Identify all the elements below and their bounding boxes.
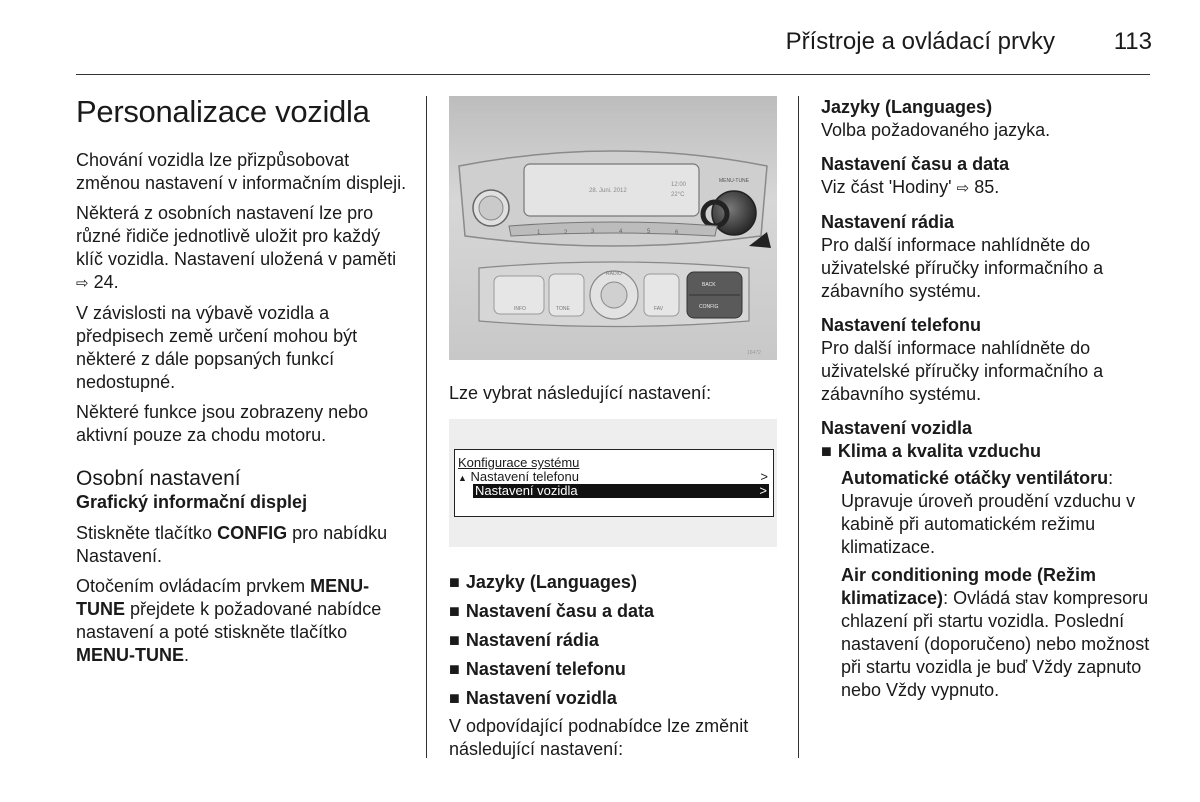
list-item: ■ Nastavení vozidla (449, 688, 617, 708)
equipment-paragraph: V závislosti na výbavě vozidla a předpisech země určení mohou být některé z dále popsaných funkcí nedostupné. (76, 303, 358, 392)
screen-item-vehicle-selected[interactable]: Nastavení vozidla > (475, 483, 767, 498)
ac-paragraph: Air conditioning mode (Režim klimatizace): Ovládá stav kompresoru chlazení při startu vozidla. Poslední nastavení (doporučeno) nebo možnost při startu vozidla je buď Vždy zapnuto nebo Vždy vypnuto. (841, 565, 1150, 700)
menu-tune-paragraph: Otočením ovládacím prvkem MENU-TUNE přejdete k požadované nabídce nastavení a poté stiskněte tlačítko MENU-TUNE. (76, 576, 382, 665)
preset-1: 1 (537, 230, 541, 236)
preset-6: 6 (675, 230, 679, 236)
vehicle-heading: Nastavení vozidla (821, 418, 973, 438)
radio-panel-photo (449, 96, 777, 360)
info-label: INFO (514, 306, 526, 312)
bullet-icon: ■ (449, 630, 460, 650)
ref-arrow-icon: ⇨ (956, 180, 970, 197)
bullet-icon: ■ (821, 441, 832, 461)
screen-heading: Konfigurace systému (458, 455, 580, 470)
list-item: ■ Nastavení telefonu (449, 659, 626, 679)
memory-paragraph: Některá z osobních nastavení lze pro různé řidiče jednotlivě uložit pro každý klíč vozidla. Nastavení uložená v paměti ⇨ 24. (76, 203, 397, 292)
bullet-icon: ■ (449, 659, 460, 679)
chevron-right-icon: > (759, 483, 767, 498)
page-number: 113 (1113, 28, 1152, 55)
bullet-icon: ■ (449, 688, 460, 708)
ref-arrow-icon: ⇨ (76, 275, 89, 292)
list-item: ■ Nastavení času a data (449, 601, 654, 621)
phone-heading: Nastavení telefonu (821, 315, 982, 335)
radio-block (821, 211, 1156, 303)
preset-5: 5 (647, 229, 651, 235)
preset-2: 2 (564, 230, 568, 236)
knob-label: MENU-TUNE (719, 178, 749, 184)
settings-list (449, 571, 784, 710)
radio-heading: Nastavení rádia (821, 212, 955, 232)
scroll-up-icon: ▲ (458, 473, 467, 483)
screen-item-phone[interactable]: ▲ Nastavení telefonu > (458, 469, 768, 484)
display-temp: 22°C (671, 192, 685, 198)
config-label: CONFIG (699, 304, 719, 310)
figure-code: 16472 (747, 350, 761, 356)
config-paragraph: Stiskněte tlačítko CONFIG pro nabídku Nastavení. (76, 523, 388, 566)
right-column (821, 96, 1156, 702)
display-screenshot (449, 419, 777, 547)
display-frame (454, 449, 774, 517)
engine-paragraph: Některé funkce jsou zobrazeny nebo aktivní pouze za chodu motoru. (76, 402, 369, 445)
phone-text: Pro další informace nahlídněte do uživatelské příručky informačního a zábavního systému. (821, 338, 1104, 404)
preset-4: 4 (619, 229, 623, 235)
submenu-paragraph: V odpovídající podnabídce lze změnit následující nastavení: (449, 716, 749, 759)
intro-paragraph: Chování vozidla lze přizpůsobovat změnou nastavení v informačním displeji. (76, 150, 407, 193)
list-item: ■ Jazyky (Languages) (449, 572, 637, 592)
column-divider-1 (426, 96, 427, 758)
phone-block (821, 314, 1156, 406)
display-time: 12:00 (671, 182, 687, 188)
radio-label: RADIO (606, 271, 622, 277)
tone-label: TONE (556, 306, 570, 312)
column-divider-2 (798, 96, 799, 758)
fan-paragraph: Automatické otáčky ventilátoru: Upravuje úroveň proudění vzduchu v kabině při automatickém režimu klimatizace. (841, 468, 1136, 557)
subsection-title: Osobní nastavení (76, 467, 241, 490)
middle-column (449, 96, 784, 768)
climate-list-item: ■ Klima a kvalita vzduchu (821, 441, 1041, 461)
header-rule (76, 74, 1150, 75)
bullet-icon: ■ (449, 601, 460, 621)
subsubsection-title: Grafický informační displej (76, 492, 308, 512)
languages-heading: Jazyky (Languages) (821, 97, 993, 117)
left-column (76, 94, 411, 674)
page-header-title: Přístroje a ovládací prvky (785, 28, 1055, 55)
time-text: Viz část 'Hodiny' ⇨ 85. (821, 177, 1000, 197)
time-block (821, 153, 1156, 200)
options-intro: Lze vybrat následující nastavení: (449, 383, 712, 403)
page-ref-link[interactable]: 85. (974, 177, 1000, 197)
display-date: 28. Juni. 2012 (589, 188, 627, 194)
preset-3: 3 (591, 229, 595, 235)
languages-block (821, 96, 1156, 142)
back-label: BACK (702, 282, 716, 288)
section-title: Personalizace vozidla (76, 94, 370, 129)
fav-label: FAV (654, 306, 664, 312)
list-item: ■ Nastavení rádia (449, 630, 599, 650)
chevron-right-icon: > (760, 469, 768, 484)
languages-text: Volba požadovaného jazyka. (821, 120, 1051, 140)
time-heading: Nastavení času a data (821, 154, 1010, 174)
page-ref-link[interactable]: 24. (93, 272, 119, 292)
bullet-icon: ■ (449, 572, 460, 592)
vehicle-block (821, 417, 1156, 702)
radio-text: Pro další informace nahlídněte do uživatelské příručky informačního a zábavního systému. (821, 235, 1104, 301)
